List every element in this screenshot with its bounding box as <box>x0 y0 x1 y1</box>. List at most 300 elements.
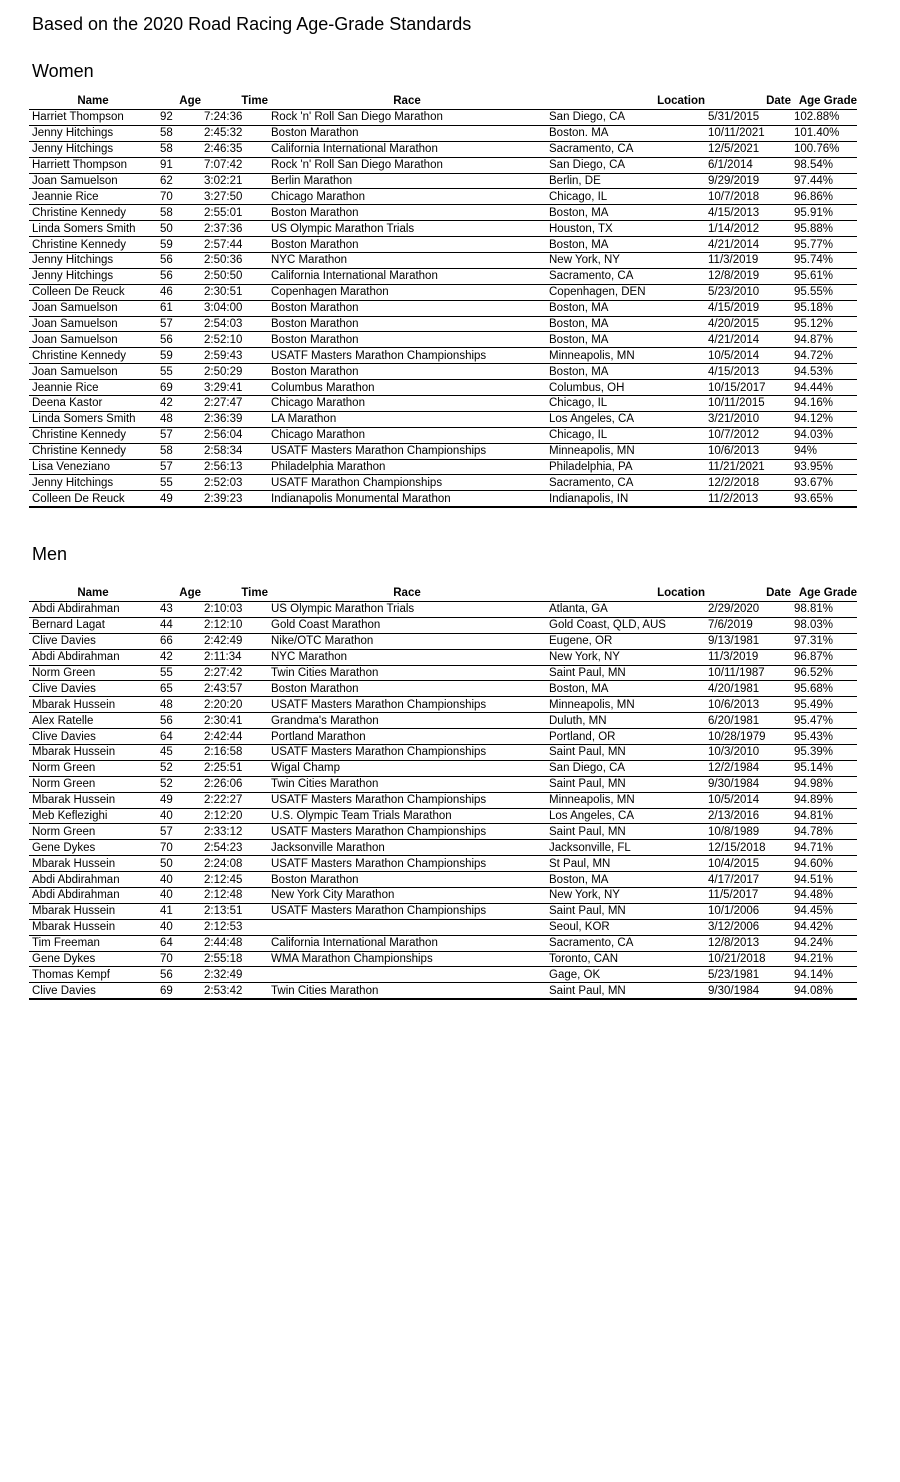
table-row <box>29 475 857 491</box>
cell-date: 4/20/1981 <box>708 682 760 695</box>
cell-time: 2:16:58 <box>204 746 243 759</box>
table-row <box>29 903 857 919</box>
men-results-table <box>29 586 857 1000</box>
cell-age: 58 <box>160 445 173 458</box>
cell-name: Joan Samuelson <box>32 333 118 346</box>
cell-date: 12/8/2019 <box>708 270 760 283</box>
cell-name: Christine Kennedy <box>32 429 126 442</box>
cell-location: Sacramento, CA <box>549 476 634 489</box>
cell-race: Twin Cities Marathon <box>271 778 379 791</box>
cell-name: Joan Samuelson <box>32 302 118 315</box>
cell-location: Seoul, KOR <box>549 921 610 934</box>
table-row <box>29 713 857 729</box>
cell-time: 2:52:03 <box>204 476 243 489</box>
cell-time: 3:02:21 <box>204 175 243 187</box>
cell-age-grade: 102.88% <box>794 111 840 124</box>
cell-age: 59 <box>160 238 173 251</box>
cell-time: 2:25:51 <box>204 762 243 775</box>
cell-name: Norm Green <box>32 778 96 791</box>
cell-date: 4/15/2019 <box>708 302 760 315</box>
table-row <box>29 268 857 284</box>
cell-age-grade: 95.55% <box>794 286 834 299</box>
cell-age: 56 <box>160 714 173 727</box>
cell-date: 9/13/1981 <box>708 635 760 648</box>
cell-race: LA Marathon <box>271 413 337 426</box>
cell-location: Minneapolis, MN <box>549 698 635 711</box>
cell-age-grade: 94.14% <box>794 968 834 981</box>
cell-race: USATF Masters Marathon Championships <box>271 746 487 759</box>
cell-age: 91 <box>160 159 173 172</box>
cell-age-grade: 101.40% <box>794 127 840 140</box>
cell-name: Gene Dykes <box>32 953 96 966</box>
cell-name: Tim Freeman <box>32 937 100 950</box>
cell-location: Chicago, IL <box>549 397 608 410</box>
cell-race: US Olympic Marathon Trials <box>271 603 415 616</box>
cell-age-grade: 94.51% <box>794 873 834 886</box>
cell-name: Harriet Thompson <box>32 111 124 124</box>
cell-age-grade: 95.68% <box>794 682 834 695</box>
cell-date: 4/21/2014 <box>708 333 760 346</box>
cell-name: Norm Green <box>32 762 96 775</box>
cell-age: 56 <box>160 333 173 346</box>
cell-time: 2:54:03 <box>204 318 243 331</box>
cell-age-grade: 95.43% <box>794 730 834 743</box>
cell-age: 59 <box>160 349 173 362</box>
cell-date: 2/29/2020 <box>708 603 760 616</box>
cell-name: Jenny Hitchings <box>32 127 114 140</box>
column-header-age: Age <box>179 587 201 599</box>
cell-name: Mbarak Hussein <box>32 794 116 807</box>
cell-date: 10/3/2010 <box>708 746 760 759</box>
column-header-age-grade: Age Grade <box>798 95 857 107</box>
cell-time: 2:12:10 <box>204 619 243 632</box>
table-body <box>29 602 857 1000</box>
column-header-location: Location <box>657 587 705 599</box>
cell-age-grade: 94.45% <box>794 905 834 918</box>
cell-age-grade: 94.08% <box>794 984 834 997</box>
table-row <box>29 157 857 173</box>
cell-name: Norm Green <box>32 667 96 679</box>
cell-date: 2/13/2016 <box>708 810 760 823</box>
cell-race: Portland Marathon <box>271 730 366 743</box>
cell-location: Boston, MA <box>549 206 609 219</box>
cell-age-grade: 97.31% <box>794 635 834 648</box>
cell-race: Wigal Champ <box>271 762 341 775</box>
table-header-row <box>29 586 857 602</box>
cell-time: 3:27:50 <box>204 190 243 203</box>
cell-time: 2:27:42 <box>204 667 243 679</box>
table-row <box>29 745 857 761</box>
table-row <box>29 617 857 633</box>
cell-race: Rock 'n' Roll San Diego Marathon <box>271 111 443 124</box>
cell-race: Boston Marathon <box>271 127 359 140</box>
cell-age: 42 <box>160 397 173 410</box>
column-header-age: Age <box>179 95 201 107</box>
cell-time: 2:55:18 <box>204 953 243 966</box>
cell-date: 4/17/2017 <box>708 873 760 886</box>
cell-time: 2:50:50 <box>204 270 243 283</box>
cell-race: Boston Marathon <box>271 873 359 886</box>
table-row <box>29 300 857 316</box>
table-row <box>29 983 857 999</box>
cell-date: 4/20/2015 <box>708 318 760 331</box>
cell-race: Philadelphia Marathon <box>271 461 386 474</box>
table-row <box>29 284 857 300</box>
cell-age: 56 <box>160 270 173 283</box>
cell-date: 1/14/2012 <box>708 222 760 235</box>
table-row <box>29 951 857 967</box>
cell-age-grade: 95.14% <box>794 762 834 775</box>
cell-age: 92 <box>160 111 173 124</box>
cell-time: 2:30:41 <box>204 714 243 727</box>
cell-location: Gage, OK <box>549 968 601 981</box>
cell-name: Gene Dykes <box>32 841 96 854</box>
cell-time: 2:45:32 <box>204 127 243 140</box>
table-row <box>29 396 857 412</box>
table-row <box>29 602 857 618</box>
cell-location: Los Angeles, CA <box>549 810 635 823</box>
cell-age: 69 <box>160 381 173 394</box>
table-row <box>29 173 857 189</box>
cell-date: 11/3/2019 <box>708 254 759 267</box>
cell-time: 2:39:23 <box>204 492 243 505</box>
cell-age: 70 <box>160 190 173 203</box>
cell-name: Clive Davies <box>32 635 96 648</box>
cell-time: 2:58:34 <box>204 445 243 458</box>
table-row <box>29 221 857 237</box>
cell-location: Eugene, OR <box>549 635 613 648</box>
cell-date: 5/31/2015 <box>708 111 760 124</box>
cell-race: Chicago Marathon <box>271 397 365 410</box>
cell-name: Joan Samuelson <box>32 175 118 187</box>
cell-age: 50 <box>160 222 173 235</box>
cell-age: 65 <box>160 682 173 695</box>
cell-location: San Diego, CA <box>549 762 626 775</box>
cell-name: Clive Davies <box>32 682 96 695</box>
cell-name: Jeannie Rice <box>32 190 99 203</box>
cell-location: Sacramento, CA <box>549 270 634 283</box>
cell-name: Christine Kennedy <box>32 206 126 219</box>
cell-race: USATF Masters Marathon Championships <box>271 698 487 711</box>
cell-age-grade: 95.77% <box>794 238 834 251</box>
cell-time: 2:12:53 <box>204 921 243 934</box>
cell-name: Mbarak Hussein <box>32 698 116 711</box>
table-body <box>29 110 857 508</box>
cell-name: Jenny Hitchings <box>32 254 114 267</box>
cell-age-grade: 94.16% <box>794 397 834 410</box>
cell-name: Harriett Thompson <box>32 159 128 172</box>
cell-time: 3:04:00 <box>204 302 243 315</box>
cell-date: 10/4/2015 <box>708 857 760 870</box>
cell-location: Atlanta, GA <box>549 603 608 616</box>
cell-age: 40 <box>160 921 173 934</box>
table-row <box>29 665 857 681</box>
cell-location: Jacksonville, FL <box>549 841 631 854</box>
cell-location: Duluth, MN <box>549 714 607 727</box>
cell-name: Mbarak Hussein <box>32 921 116 934</box>
cell-name: Colleen De Reuck <box>32 492 125 505</box>
cell-race: Boston Marathon <box>271 206 359 219</box>
column-header-name: Name <box>77 95 109 107</box>
cell-time: 2:33:12 <box>204 825 243 838</box>
cell-age: 57 <box>160 429 173 442</box>
cell-time: 2:57:44 <box>204 238 243 251</box>
cell-time: 2:44:48 <box>204 937 243 950</box>
cell-name: Abdi Abdirahman <box>32 651 120 664</box>
cell-race: USATF Marathon Championships <box>271 476 443 489</box>
cell-age-grade: 95.39% <box>794 746 834 759</box>
cell-date: 5/23/1981 <box>708 968 760 981</box>
cell-location: Saint Paul, MN <box>549 905 626 918</box>
table-row <box>29 253 857 269</box>
table-row <box>29 872 857 888</box>
cell-age: 52 <box>160 762 173 775</box>
cell-race: Grandma's Marathon <box>271 714 379 727</box>
cell-race: WMA Marathon Championships <box>271 953 433 966</box>
cell-date: 10/6/2013 <box>708 445 760 458</box>
cell-age-grade: 94.98% <box>794 778 834 791</box>
cell-race: Boston Marathon <box>271 238 359 251</box>
women-results-table <box>29 94 857 508</box>
cell-date: 10/5/2014 <box>708 794 760 807</box>
cell-age-grade: 98.54% <box>794 159 834 172</box>
cell-age: 48 <box>160 413 173 426</box>
cell-race: NYC Marathon <box>271 651 348 664</box>
cell-age: 43 <box>160 603 173 616</box>
cell-race: Berlin Marathon <box>271 175 353 187</box>
cell-race: Chicago Marathon <box>271 429 365 442</box>
cell-name: Clive Davies <box>32 730 96 743</box>
cell-age: 52 <box>160 778 173 791</box>
cell-date: 10/1/2006 <box>708 905 760 918</box>
cell-time: 2:42:44 <box>204 730 243 743</box>
table-row <box>29 808 857 824</box>
cell-time: 3:29:41 <box>204 381 243 394</box>
cell-name: Joan Samuelson <box>32 365 118 378</box>
cell-date: 10/5/2014 <box>708 349 760 362</box>
cell-name: Mbarak Hussein <box>32 746 116 759</box>
cell-age: 45 <box>160 746 173 759</box>
cell-age-grade: 94.53% <box>794 365 834 378</box>
cell-race: Boston Marathon <box>271 302 359 315</box>
cell-age-grade: 95.74% <box>794 254 834 267</box>
cell-age-grade: 94.21% <box>794 953 834 966</box>
cell-race: USATF Masters Marathon Championships <box>271 905 487 918</box>
cell-location: San Diego, CA <box>549 159 626 172</box>
cell-name: Linda Somers Smith <box>32 222 136 235</box>
cell-time: 2:24:08 <box>204 857 243 870</box>
cell-name: Meb Keflezighi <box>32 810 108 823</box>
column-header-location: Location <box>657 95 705 107</box>
cell-age-grade: 95.18% <box>794 302 834 315</box>
cell-time: 2:46:35 <box>204 143 243 156</box>
cell-date: 12/2/2018 <box>708 476 760 489</box>
column-header-date: Date <box>766 95 791 107</box>
cell-age-grade: 100.76% <box>794 143 840 156</box>
cell-date: 10/6/2013 <box>708 698 760 711</box>
cell-location: Indianapolis, IN <box>549 492 629 505</box>
cell-name: Jeannie Rice <box>32 381 99 394</box>
cell-location: Minneapolis, MN <box>549 445 635 458</box>
cell-age: 40 <box>160 873 173 886</box>
table-row <box>29 141 857 157</box>
table-row <box>29 935 857 951</box>
cell-race: Indianapolis Monumental Marathon <box>271 492 451 505</box>
cell-name: Mbarak Hussein <box>32 857 116 870</box>
cell-race: Boston Marathon <box>271 682 359 695</box>
cell-age-grade: 95.91% <box>794 206 834 219</box>
table-row <box>29 189 857 205</box>
column-header-time: Time <box>241 587 268 599</box>
cell-name: Abdi Abdirahman <box>32 873 120 886</box>
table-row <box>29 205 857 221</box>
cell-date: 10/8/1989 <box>708 825 760 838</box>
table-row <box>29 348 857 364</box>
cell-time: 2:20:20 <box>204 698 243 711</box>
table-row <box>29 840 857 856</box>
cell-age: 57 <box>160 318 173 331</box>
cell-age: 40 <box>160 889 173 902</box>
cell-location: Copenhagen, DEN <box>549 286 646 299</box>
table-row <box>29 237 857 253</box>
cell-age-grade: 94.81% <box>794 810 834 823</box>
cell-time: 2:11:34 <box>204 651 242 664</box>
cell-name: Jenny Hitchings <box>32 143 114 156</box>
cell-age: 62 <box>160 175 173 187</box>
cell-location: St Paul, MN <box>549 857 611 870</box>
cell-name: Thomas Kempf <box>32 968 110 981</box>
table-row <box>29 364 857 380</box>
cell-name: Colleen De Reuck <box>32 286 125 299</box>
cell-age: 46 <box>160 286 173 299</box>
cell-age: 64 <box>160 937 173 950</box>
table-row <box>29 760 857 776</box>
cell-date: 11/5/2017 <box>708 889 759 902</box>
column-header-race: Race <box>393 95 421 107</box>
cell-location: Saint Paul, MN <box>549 825 626 838</box>
cell-date: 4/21/2014 <box>708 238 760 251</box>
cell-age-grade: 94.03% <box>794 429 834 442</box>
cell-location: Berlin, DE <box>549 175 601 187</box>
cell-date: 12/5/2021 <box>708 143 760 156</box>
cell-location: Boston, MA <box>549 238 609 251</box>
cell-age-grade: 97.44% <box>794 175 834 187</box>
cell-date: 10/15/2017 <box>708 381 766 394</box>
cell-age-grade: 98.81% <box>794 603 834 616</box>
cell-race: Twin Cities Marathon <box>271 984 379 997</box>
cell-time: 2:59:43 <box>204 349 243 362</box>
cell-time: 2:56:04 <box>204 429 243 442</box>
cell-age: 50 <box>160 857 173 870</box>
cell-age-grade: 93.95% <box>794 461 834 474</box>
cell-race: U.S. Olympic Team Trials Marathon <box>271 810 452 823</box>
table-row <box>29 125 857 141</box>
cell-date: 4/15/2013 <box>708 206 760 219</box>
cell-name: Deena Kastor <box>32 397 103 410</box>
cell-location: Saint Paul, MN <box>549 984 626 997</box>
cell-race <box>268 967 546 983</box>
cell-location: Saint Paul, MN <box>549 746 626 759</box>
cell-age: 55 <box>160 476 173 489</box>
cell-age: 49 <box>160 794 173 807</box>
cell-name: Jenny Hitchings <box>32 476 114 489</box>
cell-time: 2:50:29 <box>204 365 243 378</box>
cell-race: NYC Marathon <box>271 254 348 267</box>
cell-race: Boston Marathon <box>271 365 359 378</box>
cell-age: 58 <box>160 127 173 140</box>
cell-name: Christine Kennedy <box>32 445 126 458</box>
cell-location: Houston, TX <box>549 222 613 235</box>
cell-location: Saint Paul, MN <box>549 778 626 791</box>
cell-date: 11/21/2021 <box>708 461 765 474</box>
cell-race: California International Marathon <box>271 143 438 156</box>
cell-age-grade: 94.71% <box>794 841 834 854</box>
cell-date: 10/7/2018 <box>708 190 760 203</box>
cell-location: Los Angeles, CA <box>549 413 635 426</box>
cell-location: Boston, MA <box>549 873 609 886</box>
cell-location: Boston, MA <box>549 302 609 315</box>
cell-location: Minneapolis, MN <box>549 349 635 362</box>
cell-race: USATF Masters Marathon Championships <box>271 825 487 838</box>
table-row <box>29 316 857 332</box>
cell-location: Boston, MA <box>549 365 609 378</box>
cell-name: Bernard Lagat <box>32 619 105 632</box>
cell-date: 10/11/2021 <box>708 127 765 140</box>
cell-race: Copenhagen Marathon <box>271 286 389 299</box>
table-row <box>29 380 857 396</box>
cell-age: 61 <box>160 302 173 315</box>
cell-age: 56 <box>160 254 173 267</box>
cell-age-grade: 93.65% <box>794 492 834 505</box>
cell-time: 2:22:27 <box>204 794 243 807</box>
cell-location: Chicago, IL <box>549 190 608 203</box>
cell-age-grade: 94.60% <box>794 857 834 870</box>
cell-age: 44 <box>160 619 173 632</box>
cell-age: 40 <box>160 810 173 823</box>
cell-age: 58 <box>160 206 173 219</box>
table-row <box>29 697 857 713</box>
cell-time: 2:32:49 <box>204 968 243 981</box>
table-row <box>29 681 857 697</box>
cell-date: 10/11/1987 <box>708 667 765 679</box>
cell-location: Chicago, IL <box>549 429 608 442</box>
cell-age-grade: 94.78% <box>794 825 834 838</box>
cell-time: 2:27:47 <box>204 397 243 410</box>
cell-age: 57 <box>160 461 173 474</box>
cell-race: Columbus Marathon <box>271 381 375 394</box>
cell-time: 7:24:36 <box>204 111 243 124</box>
cell-race <box>268 919 546 935</box>
cell-time: 2:36:39 <box>204 413 243 426</box>
cell-age: 70 <box>160 953 173 966</box>
cell-race: California International Marathon <box>271 937 438 950</box>
cell-time: 2:54:23 <box>204 841 243 854</box>
cell-location: Philadelphia, PA <box>549 461 633 474</box>
cell-age-grade: 95.88% <box>794 222 834 235</box>
cell-age-grade: 95.49% <box>794 698 834 711</box>
cell-age: 70 <box>160 841 173 854</box>
cell-race: USATF Masters Marathon Championships <box>271 349 487 362</box>
cell-location: Boston, MA <box>549 682 609 695</box>
cell-location: Sacramento, CA <box>549 937 634 950</box>
cell-age-grade: 95.12% <box>794 318 834 331</box>
cell-date: 10/7/2012 <box>708 429 760 442</box>
cell-date: 9/30/1984 <box>708 984 760 997</box>
cell-time: 2:43:57 <box>204 682 243 695</box>
cell-age: 42 <box>160 651 173 664</box>
cell-age-grade: 96.52% <box>794 667 834 679</box>
cell-age-grade: 94.44% <box>794 381 834 394</box>
